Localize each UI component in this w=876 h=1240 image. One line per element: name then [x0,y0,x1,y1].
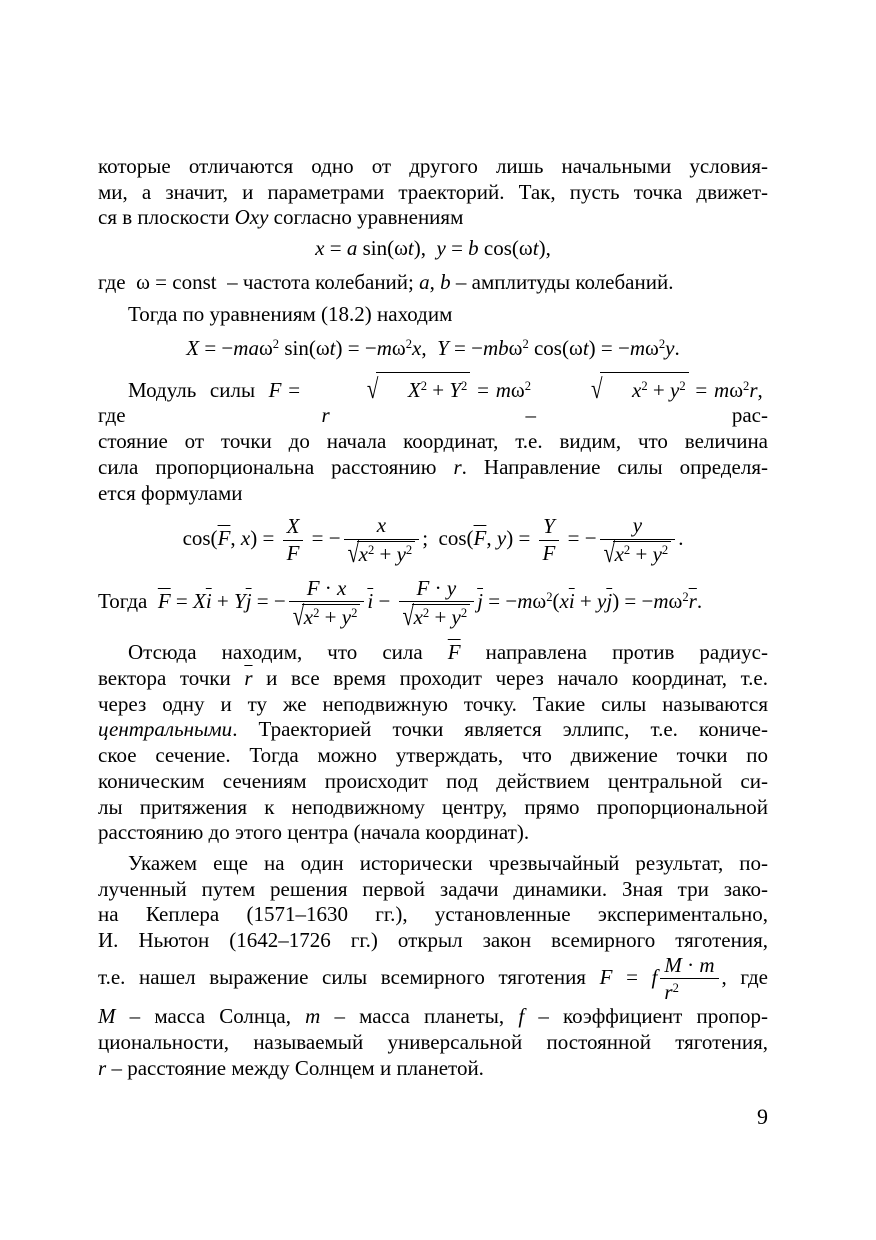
text-line [98,902,768,928]
text-run: y [436,236,446,261]
text-run: сила пропорциональна расстоянию [98,454,454,479]
radical-sign: √ [347,537,359,569]
text-line [98,270,768,296]
text-run: + [429,604,452,629]
text-run: , [230,526,241,551]
text-run: y [396,542,406,567]
text-line [98,820,768,846]
text-run: Отсюда находим, что сила [128,640,448,665]
fraction [344,514,420,567]
radical-sign: √ [603,537,615,569]
text-run: где [98,269,137,294]
text-line [98,154,768,180]
text-run: лученный путем решения первой задачи динамики. Зная три зако- [98,876,768,901]
text-run: ω [510,377,525,402]
text-line [98,928,768,954]
text-run: ; [422,526,439,551]
text-run: = [170,588,193,613]
text-run: cos( [182,526,218,551]
text-run: 2 [682,589,689,604]
radical-sign: √ [366,372,378,405]
text-run: X [286,514,300,539]
text-run: $\overline{F}$ [473,526,487,551]
text-run: $\overline{F}$ [217,526,231,551]
text-run: m [714,377,730,402]
text-run: $\overline{r}$ [244,666,253,691]
paragraph-force-modulus [98,372,768,506]
text-run: a [346,236,358,261]
text-run: = − [306,526,341,551]
fraction [289,577,365,630]
fraction [399,577,475,630]
text-run: F [286,541,300,566]
text-run: x [614,542,624,567]
text-line [98,372,768,429]
text-line [98,1004,768,1030]
text-run: $\overline{j}$ [245,588,252,613]
text-run: $\overline{j}$ [477,588,484,613]
fraction [660,954,718,1005]
text-run: X [193,588,206,613]
text-run: ω [508,336,523,361]
text-line [98,481,768,507]
text-line [98,851,768,877]
text-run: ω [315,336,330,361]
text-run: x [632,377,642,402]
text-run: = [612,964,652,989]
text-run: $\overline{j}$ [606,588,613,613]
text-run: 2 [405,543,413,558]
equation-parametric-motion [98,236,768,262]
text-run: = − [251,588,286,613]
fraction [283,515,304,566]
text-run: x [358,542,368,567]
text-run: 2 [661,543,669,558]
text-run: стояние от точки до начала координат, т.е. видим, что величина [98,429,768,454]
text-run: ское сечение. Тогда можно утверждать, что движение точки по [98,743,768,768]
text-run: + [426,377,450,402]
text-run: – масса планеты, [320,1004,519,1029]
text-run: ) = [250,526,280,551]
text-run: 2 [524,378,531,393]
text-run: sin( [357,236,395,261]
radical-sign: √ [591,372,602,405]
text-run: x [303,604,314,629]
text-run: , где [721,964,768,989]
text-run: ется формулами [98,480,243,505]
text-run: · [681,952,700,977]
text-line [98,692,768,718]
text-line [98,877,768,903]
text-run: · [429,575,447,600]
square-root [347,537,416,569]
text-run: . [674,336,680,361]
text-run: ω [645,336,659,361]
text-run: = [281,377,307,402]
text-run: b [468,236,479,261]
text-run: вектора точки [98,666,245,691]
text-line [98,1056,768,1082]
text-run: r [453,454,462,479]
text-run: Y [543,514,555,539]
text-run: + [319,604,342,629]
paragraph-trajectories [98,154,768,231]
text-run: a [419,269,430,294]
text-run: = − [448,336,483,361]
paragraph-omega-definition [98,270,768,296]
page-content [98,154,768,1081]
text-run: ) = − [612,588,654,613]
text-run: = const – частота колебаний; [149,269,420,294]
text-run: t [329,336,336,361]
text-run: $\overline{i}$ [367,588,374,613]
text-run: t [582,336,589,361]
text-run: + [647,377,670,402]
text-run: ω [729,377,744,402]
text-run: ω [668,588,683,613]
text-run: = − [199,336,234,361]
text-run: x [411,336,422,361]
text-run: y [652,542,662,567]
text-run: f [518,1004,525,1029]
text-run: Тогда по уравнениям (18.2) находим [128,301,453,326]
text-run: Тогда [98,588,158,613]
text-run: 2 [313,605,320,620]
text-line [98,205,768,231]
text-run: x [315,236,325,261]
text-run: 2 [351,605,358,620]
text-run: 2 [420,378,427,393]
text-run: x [559,588,569,613]
text-run: = [688,377,715,402]
text-run: ω [391,336,406,361]
text-run: И. Ньютон (1642–1726 гг.) открыл закон всемирного тяготения, [98,928,768,953]
text-run: · [319,575,338,600]
paragraph-central-forces [98,640,768,846]
text-run: 2 [672,980,679,995]
text-run: M [664,952,682,977]
text-run: x [413,604,423,629]
text-run: , [429,269,441,294]
square-root [603,537,672,569]
text-run: , [421,336,438,361]
text-run: 2 [405,337,412,352]
text-run: Oxy [234,205,269,230]
text-run: X [407,377,421,402]
text-run: m [376,336,392,361]
text-run: sin( [279,336,316,361]
text-run: = − [483,588,518,613]
text-run: F [542,541,556,566]
paragraph-then-find [98,302,768,328]
text-run: 2 [679,378,686,393]
text-run: . Траекторией точки является эллипс, т.е. кониче- [232,717,768,742]
text-run: y [446,575,457,600]
text-run: y [597,588,607,613]
text-run: $\overline{r}$ [688,588,697,613]
text-run: 2 [367,543,375,558]
text-line [98,1030,768,1056]
text-run: т.е. нашел выражение силы всемирного тяготения [98,964,600,989]
text-run: m [629,336,646,361]
text-line [98,302,768,328]
text-run: = [324,236,347,261]
text-run: $\overline{i}$ [568,588,575,613]
page-number: 9 [757,1104,768,1129]
text-run: 2 [272,337,280,352]
fraction [539,515,560,566]
text-run: x [240,526,251,551]
text-run: коническим сечениям происходит под действием центральной си- [98,768,768,793]
text-run: mb [482,336,509,361]
text-run: ma [233,336,259,361]
text-run: которые отличаются одно от другого лишь начальными условия- [98,154,768,178]
text-run: F [306,575,320,600]
text-run: m [305,1004,321,1029]
text-run: , [486,526,497,551]
text-run: ) = − [335,336,377,361]
text-line [98,640,768,666]
text-line [98,769,768,795]
text-line [98,954,768,1005]
equation-direction-cosines [98,514,768,567]
text-run: Y [449,377,462,402]
text-run: cos( [438,526,474,551]
text-run: X [186,336,200,361]
text-run: и все время проходит через начало координат, т.е. [252,666,769,691]
text-run: . Направление силы определя- [461,454,768,479]
text-run: x [337,575,347,600]
text-run: y [665,336,675,361]
text-run: + [374,542,397,567]
text-run: = [470,377,496,402]
text-run: = − [562,526,597,551]
text-run: ми, а значит, и параметрами траекторий. Так, пусть точка движет- [98,179,768,204]
text-run: . [678,526,684,551]
text-run: 2 [641,378,648,393]
text-run: b [440,269,451,294]
text-run: x [376,513,387,538]
text-run: ω [518,236,533,261]
text-run: cos( [528,336,569,361]
text-run: – коэффициент пропор- [524,1004,768,1029]
text-run: ), [538,236,551,261]
text-run: 2 [546,589,553,604]
equation-force-vector [98,577,768,630]
text-run: m [517,588,533,613]
text-run: F [599,964,613,989]
text-line [98,455,768,481]
text-run: Модуль силы [128,377,269,402]
text-run: 2 [461,378,468,393]
text-run: M [98,1004,116,1029]
text-line [98,666,768,692]
text-run: f [651,964,658,989]
text-run: r [98,1055,107,1080]
text-run: ω [394,236,408,261]
square-root [531,372,689,404]
text-run: направлена против радиус- [460,640,768,665]
text-run: ω [258,336,273,361]
text-run: + [574,588,598,613]
text-run: ), [413,236,437,261]
text-line [98,717,768,743]
text-run: Y [234,588,246,613]
text-line [98,180,768,206]
text-run: 2 [422,605,430,620]
text-run: t [407,236,414,261]
text-run: 2 [743,378,750,393]
text-run: , где [98,377,768,428]
text-run: y [670,377,680,402]
text-run: F [416,575,430,600]
text-run: cos( [478,236,519,261]
text-line [98,795,768,821]
text-run: ся в плоскости [98,205,235,230]
text-run: r [664,979,673,1004]
text-run: − [373,588,396,613]
text-run: m [699,952,715,977]
text-run: ) = [506,526,536,551]
text-run: Укажем еще на один исторически чрезвычайный результат, по- [128,850,768,875]
text-run: – масса Солнца, [115,1004,306,1029]
text-run: 2 [460,605,468,620]
text-line [98,743,768,769]
text-run: 2 [658,337,666,352]
text-run: ( [552,588,560,613]
square-root [307,372,470,404]
text-run: – амплитуды колебаний. [450,269,674,294]
text-run: m [653,588,669,613]
square-root [292,599,361,632]
fraction [600,514,676,567]
equation-force-components [98,332,768,362]
text-run: ω [136,269,150,294]
text-run: t [532,236,539,261]
text-run: y [341,604,352,629]
text-run: – расстояние между Солнцем и планетой. [106,1055,484,1080]
text-run: $\overline{F}$ [157,588,171,613]
paragraph-kepler-newton [98,851,768,1081]
text-run: Y [437,336,449,361]
text-run: y [451,604,461,629]
text-run: y [632,513,643,538]
text-run: лы притяжения к неподвижному центру, прямо пропорциональной [98,794,768,819]
text-run: y [496,526,507,551]
text-run: $\overline{i}$ [205,588,212,613]
radical-sign: √ [402,599,414,632]
text-run: ) = − [588,336,630,361]
text-run: r [321,403,330,428]
square-root [402,599,471,632]
text-run: согласно уравнениям [268,205,464,230]
text-run: = [445,236,469,261]
text-run: ω [532,588,547,613]
text-run: + [630,542,653,567]
text-run: $\overline{F}$ [447,640,461,665]
radical-sign: √ [292,599,304,632]
text-run: . [696,588,703,613]
text-run: + [211,588,235,613]
text-line [98,429,768,455]
text-run: расстоянию до этого центра (начала координат). [98,820,530,845]
text-run: – рас- [329,403,768,428]
text-run: через одну и ту же неподвижную точку. Такие силы называются [98,691,768,716]
text-run: 2 [623,543,631,558]
text-run: 2 [522,337,529,352]
text-run: ω [568,336,583,361]
text-run: F [268,377,282,402]
text-run: m [495,377,511,402]
text-run: на Кеплера (1571–1630 гг.), установленные экспериментально, [98,902,768,927]
text-run: r [749,377,758,402]
text-run: циональности, называемый универсальной постоянной тяготения, [98,1030,768,1055]
text-run: центральными [98,717,233,742]
